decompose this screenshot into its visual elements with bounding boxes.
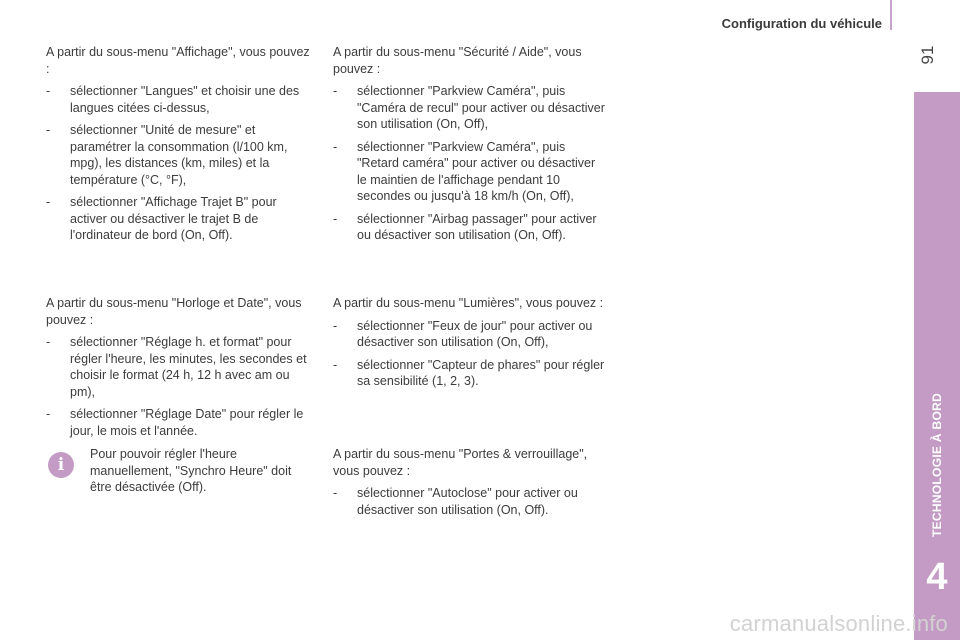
chapter-title: TECHNOLOGIE À BORD (930, 392, 945, 538)
chapter-number: 4 (926, 556, 948, 598)
page-header-title: Configuration du véhicule (721, 16, 882, 31)
list-item: - sélectionner "Unité de mesure" et paramétrer la consommation (l/100 km, mpg), les distances (km, miles) et la température (°C, °F), (46, 123, 288, 187)
chapter-side-label (914, 380, 960, 550)
list-item: - sélectionner "Feux de jour" pour activer ou désactiver son utilisation (On, Off), (333, 318, 593, 349)
info-icon: i (48, 452, 74, 478)
list-item: - sélectionner "Capteur de phares" pour régler sa sensibilité (1, 2, 3). (333, 357, 605, 388)
section-intro: A partir du sous-menu "Sécurité / Aide", vous pouvez : (333, 45, 582, 76)
list-item: - sélectionner "Parkview Caméra", puis "Caméra de recul" pour activer ou désactiver son utilisation (On, Off), (333, 84, 605, 131)
section-securite (333, 44, 608, 244)
section-lumieres (333, 295, 608, 390)
list-item: - sélectionner "Parkview Caméra", puis "Retard caméra" pour activer ou désactiver le maintien de l'affichage pendant 10 secondes ou jusqu'à 18 km/h (On, Off), (333, 139, 596, 203)
section-affichage (46, 44, 316, 244)
list-item: - sélectionner "Airbag passager" pour activer ou désactiver son utilisation (On, Off). (333, 211, 597, 242)
info-note (46, 446, 316, 496)
section-intro: A partir du sous-menu "Horloge et Date", vous pouvez : (46, 296, 302, 327)
list-item: - sélectionner "Langues" et choisir une des langues citées ci-dessus, (46, 84, 300, 115)
list-item: - sélectionner "Réglage Date" pour régler le jour, le mois et l'année. (46, 407, 304, 438)
section-intro: A partir du sous-menu "Portes & verrouillage", vous pouvez : (333, 447, 588, 478)
section-horloge (46, 295, 316, 439)
page-number: 91 (918, 45, 937, 65)
list-item: - sélectionner "Réglage h. et format" pour régler l'heure, les minutes, les secondes et choisir le format (24 h, 12 h avec am ou pm), (46, 335, 307, 399)
section-portes (333, 446, 608, 518)
section-intro: A partir du sous-menu "Lumières", vous pouvez : (333, 296, 604, 310)
info-note-text: Pour pouvoir régler l'heure manuellement, "Synchro Heure" doit être désactivée (Off). (90, 447, 292, 494)
header-divider (890, 0, 892, 30)
watermark: carmanualsonline.info (729, 611, 948, 636)
list-item: - sélectionner "Affichage Trajet B" pour activer ou désactiver le trajet B de l'ordinateur de bord (On, Off). (46, 195, 277, 242)
list-item: - sélectionner "Autoclose" pour activer ou désactiver son utilisation (On, Off). (333, 486, 578, 517)
section-intro: A partir du sous-menu "Affichage", vous pouvez : (46, 45, 310, 76)
